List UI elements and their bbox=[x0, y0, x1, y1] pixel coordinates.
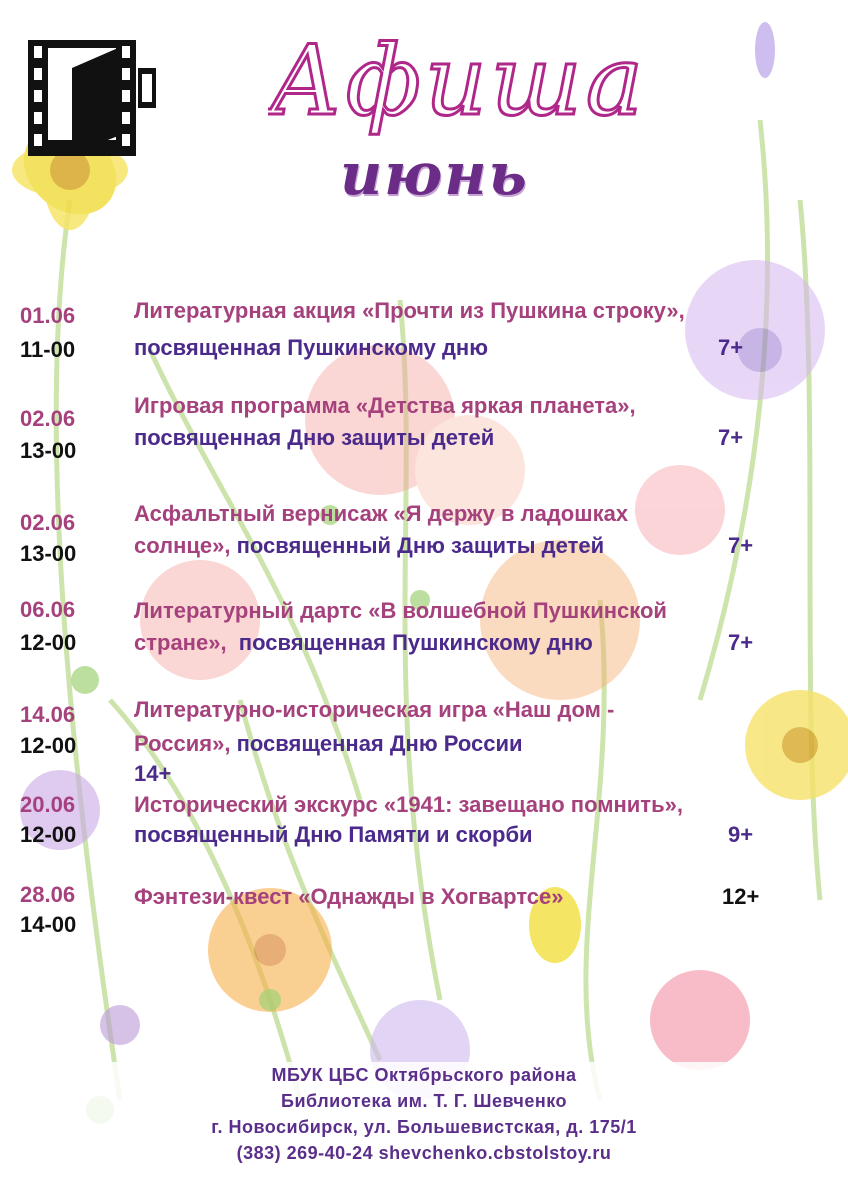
age-rating: 7+ bbox=[718, 335, 744, 360]
event-dedication: посвященная Дню России bbox=[230, 731, 523, 756]
footer-library: Библиотека им. Т. Г. Шевченко bbox=[281, 1091, 567, 1111]
age-rating: 7+ bbox=[728, 533, 754, 558]
event-title: Исторический экскурс «1941: завещано помнить», bbox=[134, 792, 683, 817]
event-subtitle: посвященная Пушкинскому дню bbox=[134, 335, 488, 360]
event-time: 12-00 bbox=[20, 733, 77, 758]
age-rating: 12+ bbox=[722, 884, 760, 909]
event-date: 06.06 bbox=[20, 597, 76, 622]
event-title-end: стране», bbox=[134, 630, 227, 655]
event-subtitle bbox=[134, 630, 593, 656]
event-title: Игровая программа «Детства яркая планета», bbox=[134, 393, 636, 418]
event-title: Литературный дартс «В волшебной Пушкинской bbox=[134, 598, 667, 623]
event-time: 11-00 bbox=[20, 337, 76, 362]
event-title: Литературная акция «Прочти из Пушкина строку», bbox=[134, 298, 685, 323]
event-date: 02.06 bbox=[20, 406, 76, 431]
event-time: 12-00 bbox=[20, 630, 77, 655]
age-rating: 14+ bbox=[134, 761, 172, 786]
event-title-end: Россия», bbox=[134, 731, 231, 756]
age-rating: 9+ bbox=[728, 822, 754, 847]
event-title: Фэнтези-квест «Однажды в Хогвартсе» bbox=[134, 884, 564, 909]
event-date: 28.06 bbox=[20, 882, 76, 907]
event-date: 02.06 bbox=[20, 510, 76, 535]
event-time: 13-00 bbox=[20, 438, 77, 463]
poster-title bbox=[268, 22, 648, 142]
age-rating: 7+ bbox=[728, 630, 754, 655]
event-subtitle: посвященная Дню защиты детей bbox=[134, 425, 495, 450]
event-date: 20.06 bbox=[20, 792, 76, 817]
footer-contact: (383) 269-40-24 shevchenko.cbstolstoy.ru bbox=[236, 1143, 612, 1163]
event-title: Асфальтный вернисаж «Я держу в ладошках bbox=[134, 501, 629, 526]
footer bbox=[0, 1062, 848, 1182]
film-camera-icon bbox=[26, 38, 158, 156]
event-subtitle: посвященный Дню Памяти и скорби bbox=[134, 822, 533, 847]
footer-address: г. Новосибирск, ул. Большевистская, д. 175/1 bbox=[211, 1117, 637, 1137]
event-subtitle bbox=[134, 533, 604, 559]
footer-org: МБУК ЦБС Октябрьского района bbox=[271, 1065, 577, 1085]
event-date: 01.06 bbox=[20, 303, 76, 328]
event-date: 14.06 bbox=[20, 702, 76, 727]
event-time: 14-00 bbox=[20, 912, 77, 937]
event-dedication: посвященный Дню защиты детей bbox=[230, 533, 605, 558]
event-subtitle bbox=[134, 731, 523, 757]
age-rating: 7+ bbox=[718, 425, 744, 450]
event-title: Литературно-историческая игра «Наш дом - bbox=[134, 697, 615, 722]
event-dedication: посвященная Пушкинскому дню bbox=[226, 630, 593, 655]
event-time: 13-00 bbox=[20, 541, 77, 566]
event-title-end: солнце», bbox=[134, 533, 231, 558]
event-time: 12-00 bbox=[20, 822, 77, 847]
title-text: Афиша bbox=[269, 25, 647, 137]
month-title: июнь bbox=[340, 140, 529, 208]
